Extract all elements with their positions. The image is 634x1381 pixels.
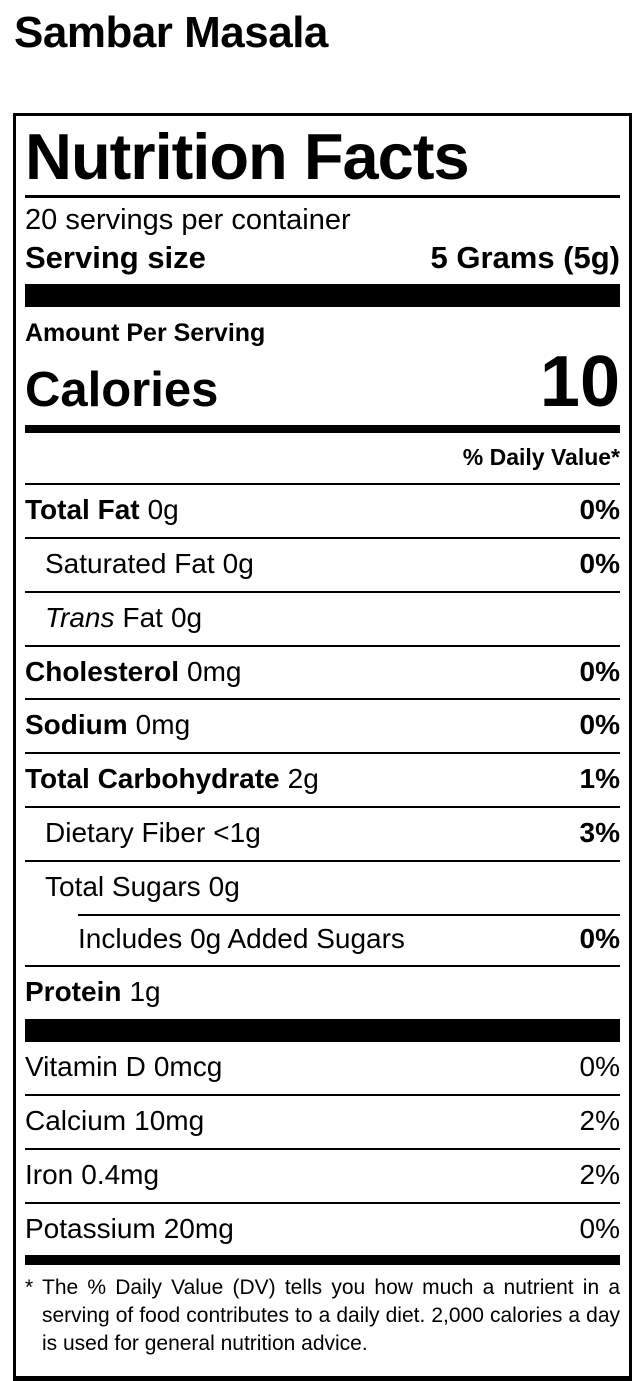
nutrient-dv: 0% [579,655,620,687]
nutrient-name: Cholesterol [25,655,180,687]
nutrient-row-saturated-fat [25,537,620,591]
footnote-asterisk: * [25,1276,34,1300]
calories-value: 10 [539,341,620,422]
thick-separator-bar [25,1019,620,1042]
thick-separator-bar [25,284,620,307]
nutrient-name: Total Carbohydrate [25,763,280,795]
vitamin-dv: 0% [579,1212,620,1244]
nutrient-name: Total Sugars [45,870,201,902]
vitamin-dv: 0% [579,1051,620,1083]
nutrient-name: Includes 0g Added Sugars [78,922,405,954]
calories-label: Calories [25,362,219,417]
nutrient-name: Saturated Fat [45,547,215,579]
daily-value-footnote [25,1265,620,1366]
footnote-text: The % Daily Value (DV) tells you how much a nutrient in a serving of food contributes to a daily diet. 2,000 calories a day is used for general nutrition advice. [42,1276,620,1356]
servings-per-container: 20 servings per container [25,203,351,236]
vitamin-amount: 10mg [134,1104,205,1136]
vitamin-amount: 0mcg [153,1051,223,1083]
nutrient-amount: 2g [287,763,319,795]
vitamin-name: Potassium [25,1212,156,1244]
nutrient-dv: 0% [579,922,620,954]
nutrient-name: Fat [122,601,163,633]
nutrient-row-total-carbohydrate [25,752,620,806]
nutrient-row-sodium [25,698,620,752]
vitamin-amount: 0.4mg [81,1158,160,1190]
nutrient-name: Total Fat [25,494,140,526]
product-title: Sambar Masala [14,8,328,57]
amount-per-serving-label: Amount Per Serving [25,319,266,348]
nutrient-dv: 0% [579,709,620,741]
nutrient-row-trans-fat [25,591,620,645]
nutrient-row-total-fat [25,483,620,537]
nutrient-row-dietary-fiber [25,806,620,860]
nutrient-amount: 0mg [135,709,191,741]
nutrient-dv: 0% [579,494,620,526]
nutrient-amount: 1g [129,976,161,1008]
vitamin-row-calcium [25,1094,620,1148]
vitamin-row-potassium [25,1202,620,1256]
serving-size-label: Serving size [25,239,206,275]
vitamin-row-vitamin-d [25,1042,620,1094]
nutrient-amount: 0mg [187,655,242,687]
daily-value-header: % Daily Value* [462,444,620,471]
nutrient-amount: 0g [170,601,203,633]
nutrient-amount: <1g [213,816,261,848]
nutrient-amount: 0g [208,870,240,902]
nutrient-row-protein [25,965,620,1019]
vitamin-row-iron [25,1148,620,1202]
nutrition-facts-panel [13,113,632,1381]
vitamin-dv: 2% [579,1104,620,1136]
nutrient-row-total-sugars [25,860,620,914]
nutrient-name: Protein [25,976,122,1008]
nutrient-dv: 1% [579,763,620,795]
nutrient-amount: 0g [222,547,254,579]
footer-separator-bar [25,1255,620,1265]
serving-size-row [25,240,620,276]
vitamin-amount: 20mg [163,1212,234,1244]
nutrient-dv: 3% [579,816,620,848]
nutrient-name: Sodium [25,709,128,741]
heading-divider [25,195,620,198]
nutrient-name-italic: Trans [45,601,115,633]
vitamin-name: Vitamin D [25,1051,146,1083]
calories-row [25,341,620,422]
nutrient-name: Dietary Fiber [45,816,206,848]
nutrient-row-added-sugars [25,914,620,966]
medium-separator-bar [25,425,620,433]
nutrient-amount: 0g [147,494,179,526]
serving-size-value: 5 Grams (5g) [430,239,620,275]
nutrient-dv: 0% [579,547,620,579]
vitamin-name: Iron [25,1158,74,1190]
nutrition-facts-heading: Nutrition Facts [25,119,469,193]
vitamin-dv: 2% [579,1158,620,1190]
nutrient-row-cholesterol [25,645,620,699]
vitamin-name: Calcium [25,1104,127,1136]
